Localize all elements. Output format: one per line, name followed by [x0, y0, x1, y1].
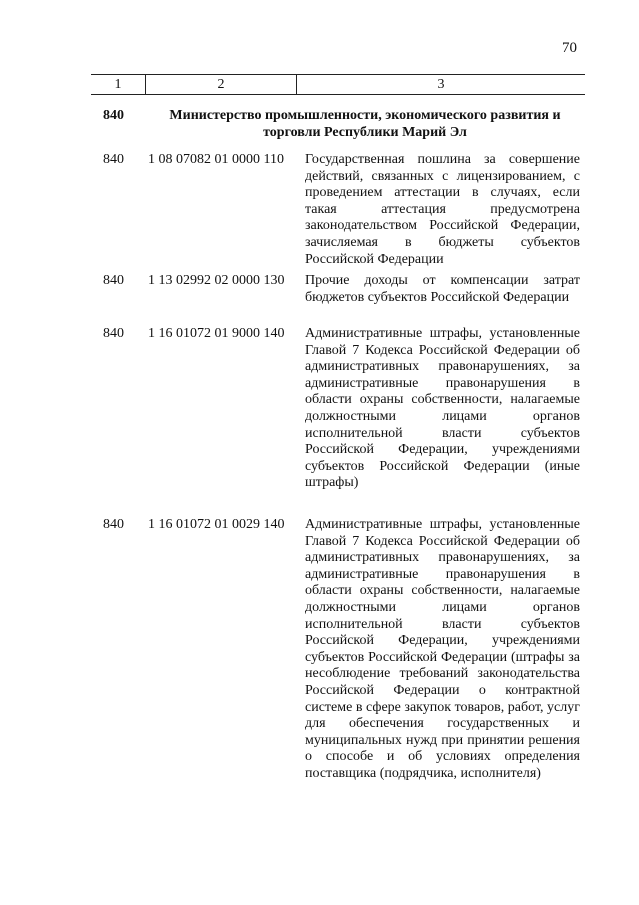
header-col-3: 3	[437, 77, 445, 92]
row-description: Прочие доходы от компенсации затрат бюджетов субъектов Российской Федерации	[305, 273, 580, 305]
header-col-2: 2	[146, 75, 297, 94]
admin-code: 840	[103, 273, 124, 288]
row-description: Административные штрафы, установленные Главой 7 Кодекса Российской Федерации об административных правонарушениях, за административные правонарушения в области охраны собственности, налагаемые должностными лицами органов исполнительной власти субъектов Российской Федерации, учреждениями субъектов Российской Федерации (штрафы за несоблюдение требований законодательства Российской Федерации о контрактной системе в сфере закупок товаров, работ, услуг для обеспечения государственных и муниципальных нужд при принятии решения о способе и об условиях определения поставщика (подрядчика, исполнителя)	[305, 517, 580, 781]
budget-code: 1 16 01072 01 9000 140	[148, 326, 285, 341]
header-col-1: 1	[91, 75, 146, 94]
row-description: Административные штрафы, установленные Главой 7 Кодекса Российской Федерации об административных правонарушениях, за административные правонарушения в области охраны собственности, налагаемые должностными лицами органов исполнительной власти субъектов Российской Федерации, учреждениями субъектов Российской Федерации (иные штрафы)	[305, 326, 580, 491]
budget-code: 1 16 01072 01 0029 140	[148, 517, 285, 532]
admin-code: 840	[103, 152, 124, 167]
budget-code: 1 08 07082 01 0000 110	[148, 152, 284, 167]
page-number: 70	[562, 40, 577, 56]
ministry-code: 840	[103, 108, 124, 123]
row-description: Государственная пошлина за совершение действий, связанных с лицензированием, с проведением аттестации в случаях, если такая аттестация предусмотрена законодательством Российской Федерации, зачисляемая в бюджеты субъектов Российской Федерации	[305, 152, 580, 267]
admin-code: 840	[103, 326, 124, 341]
table-header	[91, 74, 585, 95]
ministry-title: Министерство промышленности, экономического развития и торговли Республики Марий Эл	[169, 108, 561, 140]
admin-code: 840	[103, 517, 124, 532]
budget-code: 1 13 02992 02 0000 130	[148, 273, 285, 288]
